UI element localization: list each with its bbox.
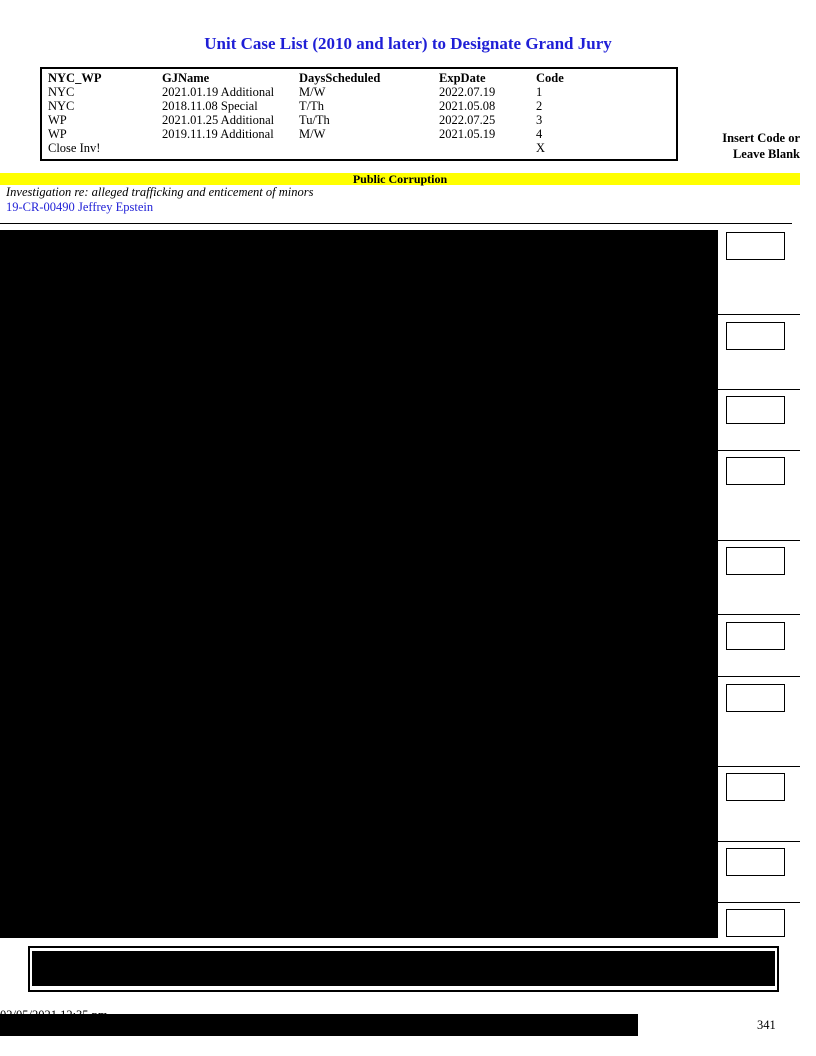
divider	[718, 841, 800, 842]
code-input-box[interactable]	[726, 773, 785, 801]
divider	[718, 614, 800, 615]
table-cell: M/W	[299, 85, 326, 99]
insert-code-label-line1: Insert Code or	[722, 131, 800, 145]
table-cell: Tu/Th	[299, 113, 330, 127]
page-number: 341	[757, 1018, 776, 1032]
table-cell: 2018.11.08 Special	[162, 99, 258, 113]
divider	[718, 766, 800, 767]
table-cell: Close Inv!	[48, 141, 101, 155]
table-row	[42, 127, 676, 141]
table-cell: NYC	[48, 85, 75, 99]
section-header: Public Corruption	[0, 173, 800, 185]
table-cell: 1	[536, 85, 543, 99]
code-input-box[interactable]	[726, 622, 785, 650]
divider	[0, 223, 792, 224]
table-row	[42, 85, 676, 99]
column-header: GJName	[162, 71, 210, 85]
table-cell: T/Th	[299, 99, 324, 113]
table-header-row	[42, 71, 676, 85]
table-cell: 2	[536, 99, 543, 113]
code-input-box[interactable]	[726, 232, 785, 260]
table-row	[42, 113, 676, 127]
divider	[718, 314, 800, 315]
table-cell: 2021.05.08	[439, 99, 496, 113]
table-cell: 2021.01.25 Additional	[162, 113, 275, 127]
code-input-box[interactable]	[726, 909, 785, 937]
table-cell: WP	[48, 113, 67, 127]
bottom-note-box	[28, 946, 779, 992]
redaction-block	[0, 230, 718, 938]
column-header: Code	[536, 71, 564, 85]
table-cell: WP	[48, 127, 67, 141]
table-cell: 3	[536, 113, 543, 127]
table-cell: 2022.07.19	[439, 85, 496, 99]
code-input-box[interactable]	[726, 396, 785, 424]
table-cell: 2021.05.19	[439, 127, 496, 141]
column-header: NYC_WP	[48, 71, 102, 85]
table-cell: 2022.07.25	[439, 113, 496, 127]
table-cell: NYC	[48, 99, 75, 113]
insert-code-label-line2: Leave Blank	[732, 147, 800, 161]
table-cell: M/W	[299, 127, 326, 141]
code-input-box[interactable]	[726, 457, 785, 485]
divider	[718, 676, 800, 677]
table-cell: 2021.01.19 Additional	[162, 85, 275, 99]
table-cell: X	[536, 141, 546, 155]
divider	[718, 902, 800, 903]
code-input-box[interactable]	[726, 322, 785, 350]
code-input-box[interactable]	[726, 848, 785, 876]
code-input-box[interactable]	[726, 684, 785, 712]
table-cell: 2019.11.19 Additional	[162, 127, 274, 141]
table-cell: 4	[536, 127, 543, 141]
case-description: Investigation re: alleged trafficking and enticement of minors	[6, 185, 314, 199]
table-row	[42, 141, 676, 155]
case-number: 19-CR-00490	[6, 200, 75, 214]
case-name: Jeffrey Epstein	[78, 200, 154, 214]
column-header: ExpDate	[439, 71, 486, 85]
insert-code-label	[690, 130, 800, 162]
redaction-block	[32, 951, 775, 986]
divider	[718, 540, 800, 541]
code-input-box[interactable]	[726, 547, 785, 575]
grand-jury-table	[40, 67, 678, 161]
table-row	[42, 99, 676, 113]
divider	[718, 450, 800, 451]
redaction-block	[0, 1014, 638, 1036]
column-header: DaysScheduled	[299, 71, 381, 85]
divider	[718, 389, 800, 390]
page-title: Unit Case List (2010 and later) to Designate Grand Jury	[204, 34, 612, 53]
